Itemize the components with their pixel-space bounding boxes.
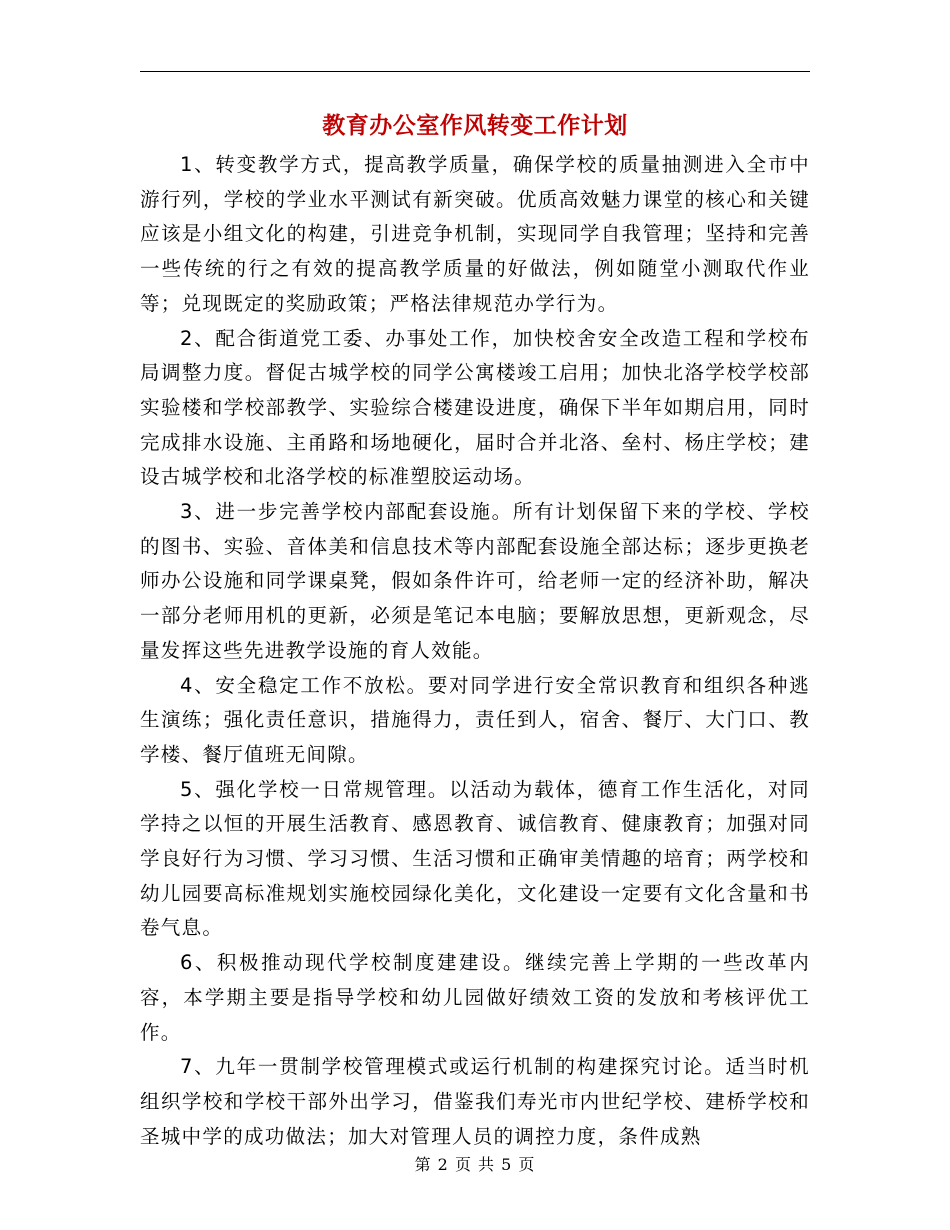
- paragraph-4: 4、安全稳定工作不放松。要对同学进行安全常识教育和组织各种逃生演练；强化责任意识，措施得力，责任到人，宿舍、餐厅、大门口、教学楼、餐厅值班无间隙。: [140, 673, 810, 766]
- header-rule: [140, 71, 810, 72]
- paragraph-2: 2、配合街道党工委、办事处工作，加快校舍安全改造工程和学校布局调整力度。督促古城学校的同学公寓楼竣工启用；加快北洛学校学校部实验楼和学校部教学、实验综合楼建设进度，确保下半年如期启用，同时完成排水设施、主甬路和场地硬化，届时合并北洛、垒村、杨庄学校；建设古城学校和北洛学校的标准塑胶运动场。: [140, 326, 810, 489]
- document-body: [140, 148, 810, 1154]
- document-title: 教育办公室作风转变工作计划: [322, 112, 628, 139]
- page-number-footer: 第 2 页 共 5 页: [414, 1155, 536, 1174]
- paragraph-7: 7、九年一贯制学校管理模式或运行机制的构建探究讨论。适当时机组织学校和学校干部外出学习，借鉴我们寿光市内世纪学校、建桥学校和圣城中学的成功做法；加大对管理人员的调控力度，条件成熟: [140, 1055, 810, 1148]
- paragraph-3: 3、进一步完善学校内部配套设施。所有计划保留下来的学校、学校的图书、实验、音体美和信息技术等内部配套设施全部达标；逐步更换老师办公设施和同学课桌凳，假如条件许可，给老师一定的经济补助，解决一部分老师用机的更新，必须是笔记本电脑；要解放思想，更新观念，尽量发挥这些先进教学设施的育人效能。: [140, 500, 810, 662]
- paragraph-1: 1、转变教学方式，提高教学质量，确保学校的质量抽测进入全市中游行列，学校的学业水平测试有新突破。优质高效魅力课堂的核心和关键应该是小组文化的构建，引进竞争机制，实现同学自我管理；坚持和完善一些传统的行之有效的提高教学质量的好做法，例如随堂小测取代作业等；兑现既定的奖励政策；严格法律规范办学行为。: [140, 153, 810, 315]
- paragraph-5: 5、强化学校一日常规管理。以活动为载体，德育工作生活化，对同学持之以恒的开展生活教育、感恩教育、诚信教育、健康教育；加强对同学良好行为习惯、学习习惯、生活习惯和正确审美情趣的培育；两学校和幼儿园要高标准规划实施校园绿化美化，文化建设一定要有文化含量和书卷气息。: [140, 777, 810, 940]
- paragraph-6: 6、积极推动现代学校制度建建设。继续完善上学期的一些改革内容，本学期主要是指导学校和幼儿园做好绩效工资的发放和考核评优工作。: [140, 951, 810, 1044]
